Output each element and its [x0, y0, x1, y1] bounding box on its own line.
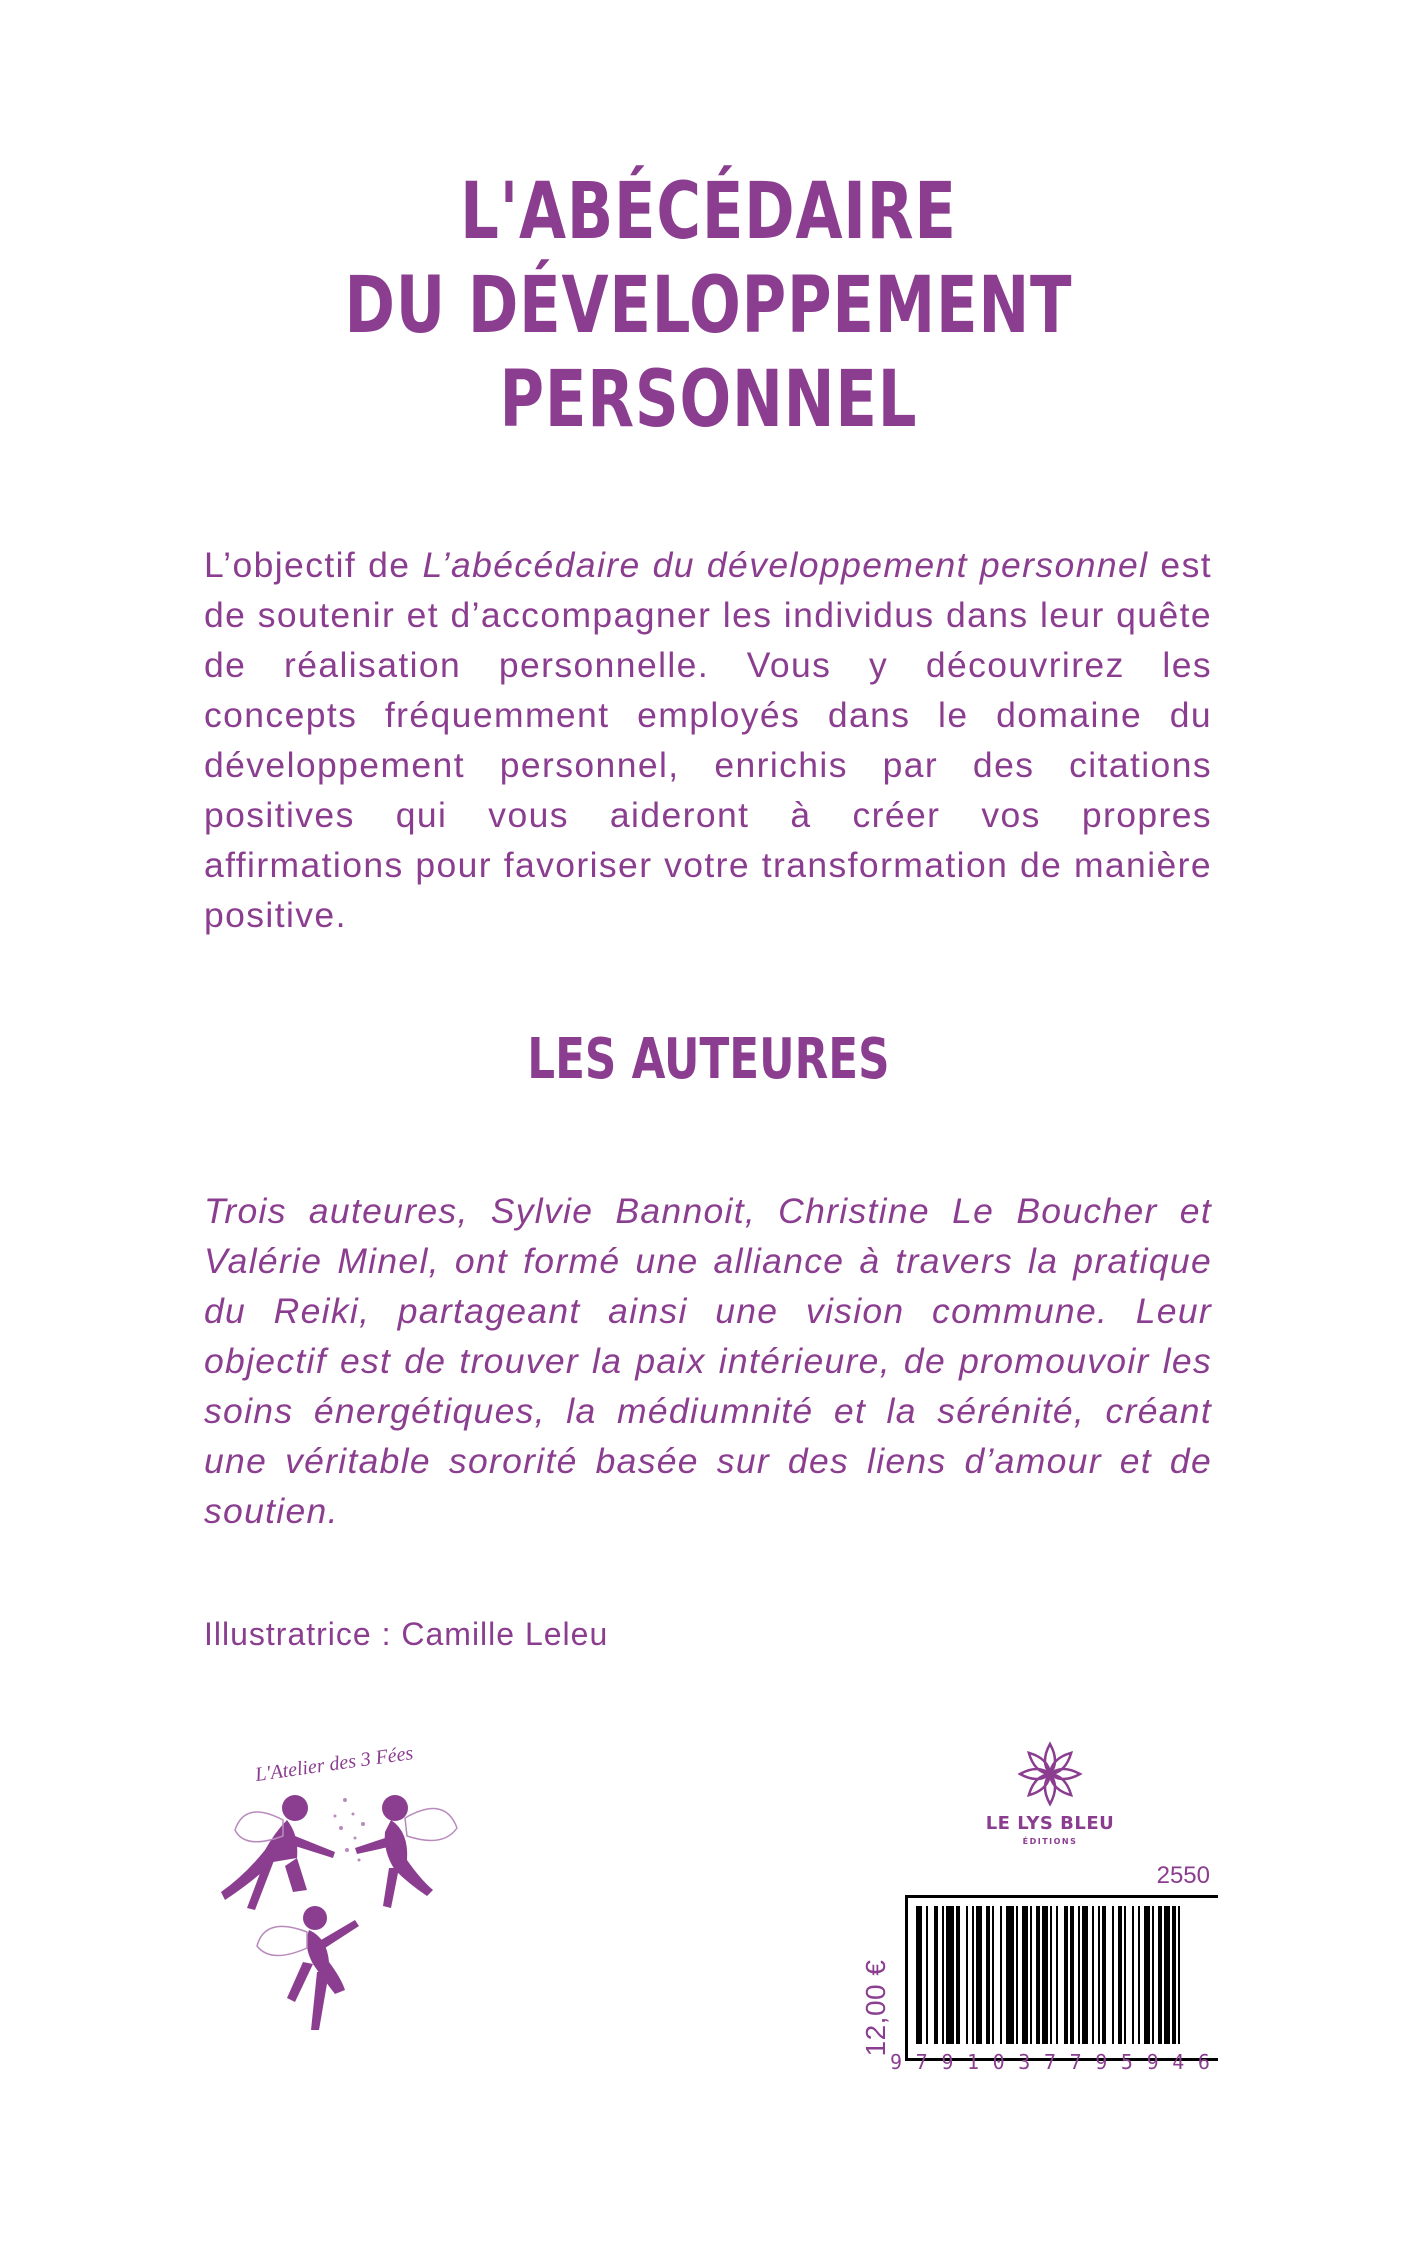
barcode-bar — [1102, 1906, 1106, 2044]
barcode-bar — [942, 1906, 944, 2044]
barcode-bar — [946, 1906, 954, 2044]
barcode-bar — [1164, 1906, 1170, 2044]
barcode-bar — [1056, 1906, 1058, 2044]
three-fairies-icon — [195, 1740, 495, 2070]
barcode-digit: 1 — [966, 2050, 980, 2074]
barcode-bar — [1022, 1906, 1028, 2044]
barcode-digit: 4 — [1172, 2050, 1185, 2074]
barcode-digit: 9 — [1146, 2050, 1159, 2074]
barcode-bar — [992, 1906, 994, 2044]
barcode-bar — [916, 1906, 922, 2044]
barcode-bar — [976, 1906, 982, 2044]
publisher-subtitle: ÉDITIONS — [1022, 1837, 1078, 1846]
barcode-code: 2550 — [1156, 1862, 1210, 1889]
barcode-bar — [926, 1906, 928, 2044]
barcode-bars — [908, 1898, 1218, 2048]
barcode-digit: 5 — [1120, 2050, 1133, 2074]
publisher-name: LE LYS BLEU — [985, 1813, 1115, 1834]
barcode-digit: 0 — [992, 2050, 1005, 2074]
barcode-digit: 9 — [890, 2050, 903, 2074]
price: 12,00 € — [860, 1959, 891, 2057]
authors-paragraph: Trois auteures, Sylvie Bannoit, Christine Le Boucher et Valérie Minel, ont formé une alliance à travers la pratique du Reiki, partageant ainsi une vision commune. Leur objectif est de trouver la paix intérieure, de promouvoir les soins énergétiques, la médiumnité et la sérénité, créant une véritable sororité basée sur des liens d’amour et de soutien. — [204, 1191, 1212, 1531]
barcode-bar — [1112, 1906, 1114, 2044]
barcode-digit: 7 — [1069, 2050, 1082, 2074]
authors-heading: LES AUTEURES — [527, 1027, 890, 1092]
barcode-bar — [1124, 1906, 1126, 2044]
barcode-bar — [1092, 1906, 1094, 2044]
barcode-bar — [1152, 1906, 1154, 2044]
barcode-digit: 9 — [1095, 2050, 1108, 2074]
barcode-digit: 9 — [941, 2050, 954, 2074]
barcode-digit: 7 — [915, 2050, 928, 2074]
barcode-bar — [1144, 1906, 1150, 2044]
barcode-bar — [1178, 1906, 1180, 2044]
barcode-bar — [1132, 1906, 1134, 2044]
illustrator-credit: Illustratrice : Camille Leleu — [204, 1616, 609, 1652]
lotus-icon — [1015, 1739, 1085, 1809]
barcode-bar — [1030, 1906, 1032, 2044]
barcode-digit: 3 — [1018, 2050, 1031, 2074]
barcode-bar — [1000, 1906, 1002, 2044]
barcode-bar — [1078, 1906, 1080, 2044]
barcode-bar — [1050, 1906, 1052, 2044]
barcode-bar — [1138, 1906, 1140, 2044]
barcode-bar — [1158, 1906, 1162, 2044]
publisher-logo — [930, 1735, 1170, 1865]
barcode-bar — [986, 1906, 990, 2044]
barcode-bar — [1064, 1906, 1068, 2044]
barcode-bar — [972, 1906, 974, 2044]
summary-paragraph — [204, 540, 1212, 940]
barcode-bar — [1016, 1906, 1018, 2044]
barcode-bar — [1082, 1906, 1088, 2044]
barcode-bar — [1070, 1906, 1074, 2044]
title-line-2: DU DÉVELOPPEMENT — [344, 261, 1073, 351]
barcode-bar — [1098, 1906, 1100, 2044]
barcode-bar — [1118, 1906, 1122, 2044]
barcode-bar — [1006, 1906, 1014, 2044]
book-title — [156, 165, 1261, 447]
barcode-digit: 7 — [1043, 2050, 1056, 2074]
barcode-bar — [1042, 1906, 1048, 2044]
summary-book-title: L’abécédaire du développement personnel — [422, 545, 1149, 585]
title-line-1: L'ABÉCÉDAIRE — [460, 167, 957, 257]
barcode — [905, 1895, 1218, 2061]
atelier-logo — [195, 1740, 495, 2070]
title-line-3: PERSONNEL — [499, 355, 918, 445]
summary-body: est de soutenir et d’accompagner les individus dans leur quête de réalisation personnelle. Vous y découvrirez les concepts fréquemment employés dans le domaine du développement personnel, enrichis par des citations positives qui vous aideront à créer vos propres affirmations pour favoriser votre transformation de manière positive. — [204, 545, 1212, 935]
barcode-bar — [1036, 1906, 1040, 2044]
barcode-bar — [1172, 1906, 1176, 2044]
barcode-bar — [966, 1906, 968, 2044]
atelier-logo-text: L'Atelier des 3 Fées — [253, 1742, 415, 1787]
summary-prefix: L’objectif de — [204, 545, 423, 585]
barcode-digit: 6 — [1197, 2050, 1210, 2074]
barcode-digits — [890, 2050, 1210, 2074]
barcode-bar — [956, 1906, 960, 2044]
barcode-bar — [934, 1906, 938, 2044]
